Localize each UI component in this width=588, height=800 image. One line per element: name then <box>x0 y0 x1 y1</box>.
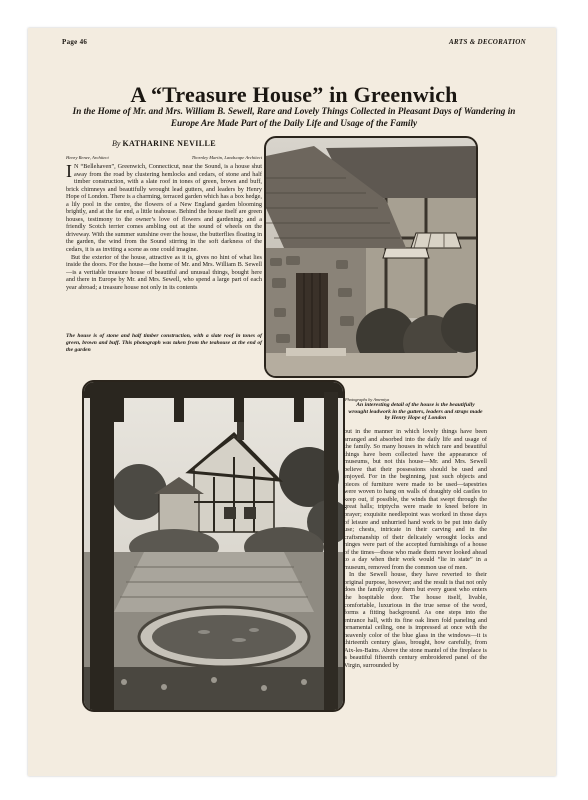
byline <box>112 139 216 148</box>
garden-photo-caption: An interesting detail of the house is the beautifully wrought leadwork in the gutters, leaders and straps made by Henry Hope of London <box>348 402 483 422</box>
drop-cap: I <box>66 163 72 181</box>
magazine-name: ARTS & DECORATION <box>448 38 526 46</box>
article-subtitle: In the Home of Mr. and Mrs. William B. Sewell, Rare and Lovely Things Collected in Pleasant Days of Wandering in Europe Are Made Part of the Daily Life and Usage of the Family <box>72 106 516 128</box>
house-photo-caption: The house is of stone and half timber construction, with a slate roof in tones of green, brown and buff. This photograph was taken from the teahouse at the end of the garden <box>66 333 262 353</box>
photo-credits <box>66 155 262 160</box>
landscape-credit: Thornley Martin, Landscape Architect <box>191 155 262 160</box>
article-title: A “Treasure House” in Greenwich <box>130 82 458 107</box>
paragraph: I N “Bellehaven”, Greenwich, Connecticut, near the Sound, is a house shut away from the road by clustering hemlocks and cedars, of stone and half timber construction, with a slate roof in tones of green, brown and buff, brick chimneys and beautifully wrought lead gutters, and leaders by Henry Hope of London. There is a charming, terraced garden which has a box hedge, a lily pool in the centre, the flowers of a New England garden blooming brightly, and at the far end, a little teahouse. Behind the house itself are green houses, testimony to the owner’s love of flowers and gardening; and a friendly Scotch terrier comes ambling out at the sound of wheels on the driveway. With the summer sunshine over the house, the butterflies floating in the garden, the wind from the Sound stirring in the soft darkness of the cedars, it is as inviting a scene as one could imagine. <box>66 163 262 254</box>
page-number: Page 46 <box>62 38 88 46</box>
house-photo <box>264 136 478 378</box>
house-photo-image <box>266 138 476 376</box>
left-column <box>66 163 262 331</box>
author-name: KATHARINE NEVILLE <box>122 139 216 148</box>
garden-photo-image <box>84 382 343 710</box>
architect-credit: Henry Renee, Architect <box>66 155 109 160</box>
byline-prefix: By <box>112 139 121 148</box>
paragraph: But the exterior of the house, attractive as it is, gives no hint of what lies inside the doors. For the house—the home of Mr. and Mrs. William B. Sewell—is a veritable treasure house of beautiful and unusual things, bought here and there in Europe by Mr. and Mrs. Sewell, who spend a large part of each year abroad; a treasure house not only in its contents <box>66 253 262 291</box>
paragraph: but in the manner in which lovely things have been arranged and absorbed into the daily life and usage of the family. So many houses in which rare and beautiful things have been collected have the appearance of museums, but not this house—Mr. and Mrs. Sewell believe that their possessions should be used and enjoyed. For in the beginning, just such objects and pieces of furniture were made to be used—tapestries were woven to hang on walls of draughty old castles to keep out, if possible, the winds that swept through the great halls; triptychs were made to kneel before in prayer; exquisite needlepoint was worked in those days of leisure and unhurried hand work to be put into daily use; chests, intricate in their carving and in the craftsmanship of their delicately wrought locks and hinges were part of the accepted furnishings of a house of the times—those who made them never looked ahead to a day when their work would “lie in state” in a museum, removed from the common use of men. <box>344 428 487 571</box>
photographer-credit: Photographs by Amemiya <box>345 397 390 402</box>
garden-photo <box>82 380 345 712</box>
paragraph: In the Sewell house, they have reverted to their original purpose, however; and the result is that not only does the family enjoy them but every guest who enters the hospitable door. The house itself, livable, comfortable, luxurious in the true sense of the word, forms a fitting background. As one steps into the entrance hall, with its fine oak linen fold paneling and ornamental ceiling, one is impressed at once with the heavenly color of the blue glass in the windows—it is thirteenth century glass, brought, how carefully, from Aix-les-Bains. Above the stone mantel of the fireplace is a beautiful fifteenth century embroidered panel of the Virgin, surrounded by <box>344 571 487 669</box>
right-column <box>344 428 487 723</box>
